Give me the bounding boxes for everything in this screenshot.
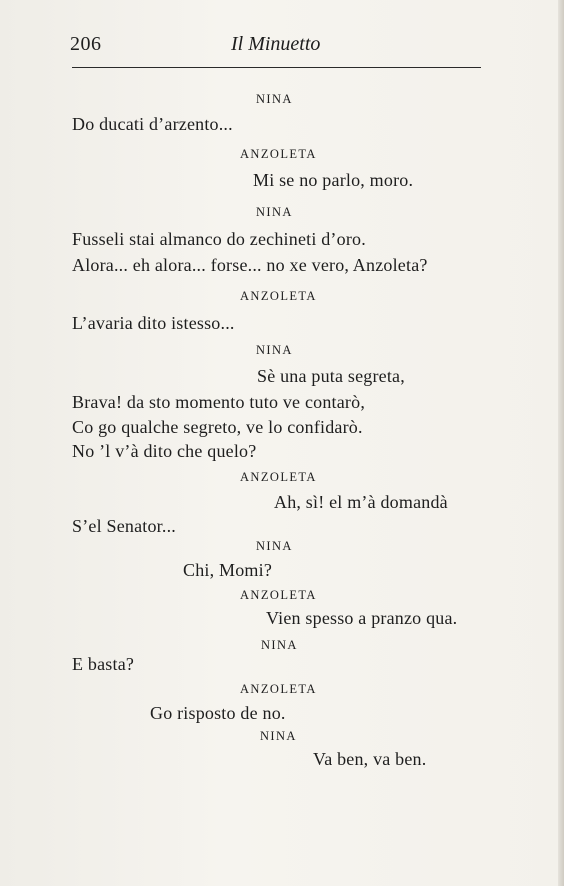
dialogue-line: L’avaria dito istesso... — [72, 313, 235, 333]
dialogue-line: No ’l v’à dito che quelo? — [72, 441, 257, 461]
dialogue-line: E basta? — [72, 654, 135, 674]
dialogue-line: Co go qualche segreto, ve lo confidarò. — [72, 417, 363, 437]
dialogue-line: Brava! da sto momento tuto ve contarò, — [72, 392, 366, 412]
dialogue-line: Mi se no parlo, moro. — [253, 170, 414, 190]
speaker-name: ANZOLETA — [240, 682, 317, 696]
speaker-name: NINA — [256, 92, 293, 106]
speaker-name: NINA — [261, 638, 298, 652]
speaker-name: NINA — [256, 343, 293, 357]
speaker-name: NINA — [256, 205, 293, 219]
dialogue-line: Va ben, va ben. — [313, 749, 427, 769]
dialogue-line: Ah, sì! el m’à domandà — [274, 492, 448, 512]
speaker-name: ANZOLETA — [240, 470, 317, 484]
speaker-name: ANZOLETA — [240, 588, 317, 602]
dialogue-line: Fusseli stai almanco do zechineti d’oro. — [72, 229, 366, 249]
speaker-name: NINA — [260, 729, 297, 743]
speaker-name: ANZOLETA — [240, 289, 317, 303]
running-title: Il Minuetto — [231, 33, 321, 55]
speaker-name: NINA — [256, 539, 293, 553]
speaker-name: ANZOLETA — [240, 147, 317, 161]
dialogue-line: Go risposto de no. — [150, 703, 286, 723]
page-edge-shadow — [558, 0, 564, 886]
dialogue-line: Vien spesso a pranzo qua. — [266, 608, 458, 628]
dialogue-line: Alora... eh alora... forse... no xe vero, Anzoleta? — [72, 255, 428, 275]
dialogue-line: Sè una puta segreta, — [257, 366, 405, 386]
dialogue-line: Do ducati d’arzento... — [72, 114, 233, 134]
dialogue-line: S’el Senator... — [72, 516, 176, 536]
page-number: 206 — [70, 33, 102, 55]
header-rule — [72, 67, 481, 68]
dialogue-line: Chi, Momi? — [183, 560, 273, 580]
